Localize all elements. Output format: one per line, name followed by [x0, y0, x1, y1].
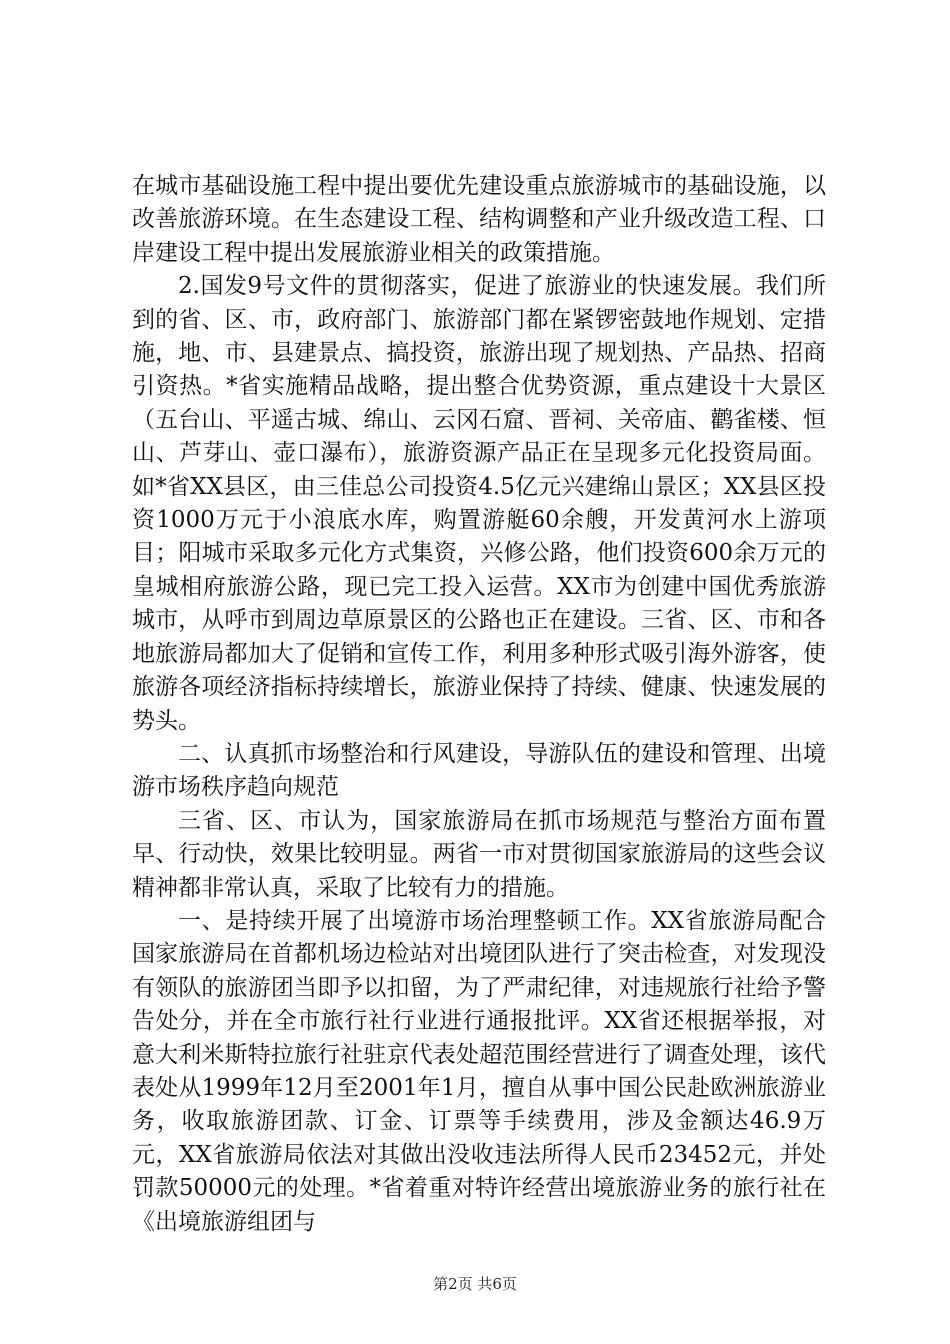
page-number-footer: 第2页 共6页	[433, 1275, 517, 1293]
paragraph-2: 2.国发9号文件的贯彻落实，促进了旅游业的快速发展。我们所到的省、区、市，政府部门、旅游部门都在紧锣密鼓地作规划、定措施，地、市、县建景点、搞投资，旅游出现了规划热、产品热、招商引资热。*省实施精品战略，提出整合优势资源，重点建设十大景区（五台山、平遥古城、绵山、云冈石窟、晋祠、关帝庙、鹳雀楼、恒山、芦芽山、壶口瀑布），旅游资源产品正在呈现多元化投资局面。如*省XX县区，由三佳总公司投资4.5亿元兴建绵山景区；XX县区投资1000万元于小浪底水库，购置游艇60余艘，开发黄河水上游项目；阳城市采取多元化方式集资，兴修公路，他们投资600余万元的皇城相府旅游公路，现已完工投入运营。XX市为创建中国优秀旅游城市，从呼市到周边草原景区的公路也正在建设。三省、区、市和各地旅游局都加大了促销和宣传工作，利用多种形式吸引海外游客，使旅游各项经济指标持续增长，旅游业保持了持续、健康、快速发展的势头。	[132, 273, 826, 734]
document-body	[132, 170, 826, 1239]
paragraph-3: 三省、区、市认为，国家旅游局在抓市场规范与整治方面布置早、行动快，效果比较明显。两省一市对贯彻国家旅游局的这些会议精神都非常认真，采取了比较有力的措施。	[132, 807, 826, 901]
paragraph-1: 在城市基础设施工程中提出要优先建设重点旅游城市的基础设施，以改善旅游环境。在生态建设工程、结构调整和产业升级改造工程、口岸建设工程中提出发展旅游业相关的政策措施。	[132, 173, 826, 266]
section-heading: 二、认真抓市场整治和行风建设，导游队伍的建设和管理、出境游市场秩序趋向规范	[132, 740, 826, 801]
paragraph-4: 一、是持续开展了出境游市场治理整顿工作。XX省旅游局配合国家旅游局在首都机场边检站对出境团队进行了突击检查，对发现没有领队的旅游团当即予以扣留，为了严肃纪律，对违规旅行社给予警告处分，并在全市旅行社行业进行通报批评。XX省还根据举报，对意大利米斯特拉旅行社驻京代表处超范围经营进行了调查处理，该代表处从1999年12月至2001年1月，擅自从事中国公民赴欧洲旅游业务，收取旅游团款、订金、订票等手续费用，涉及金额达46.9万元，XX省旅游局依法对其做出没收违法所得人民币23452元，并处罚款50000元的处理。*省着重对特许经营出境旅游业务的旅行社在《出境旅游组团与	[132, 907, 826, 1235]
